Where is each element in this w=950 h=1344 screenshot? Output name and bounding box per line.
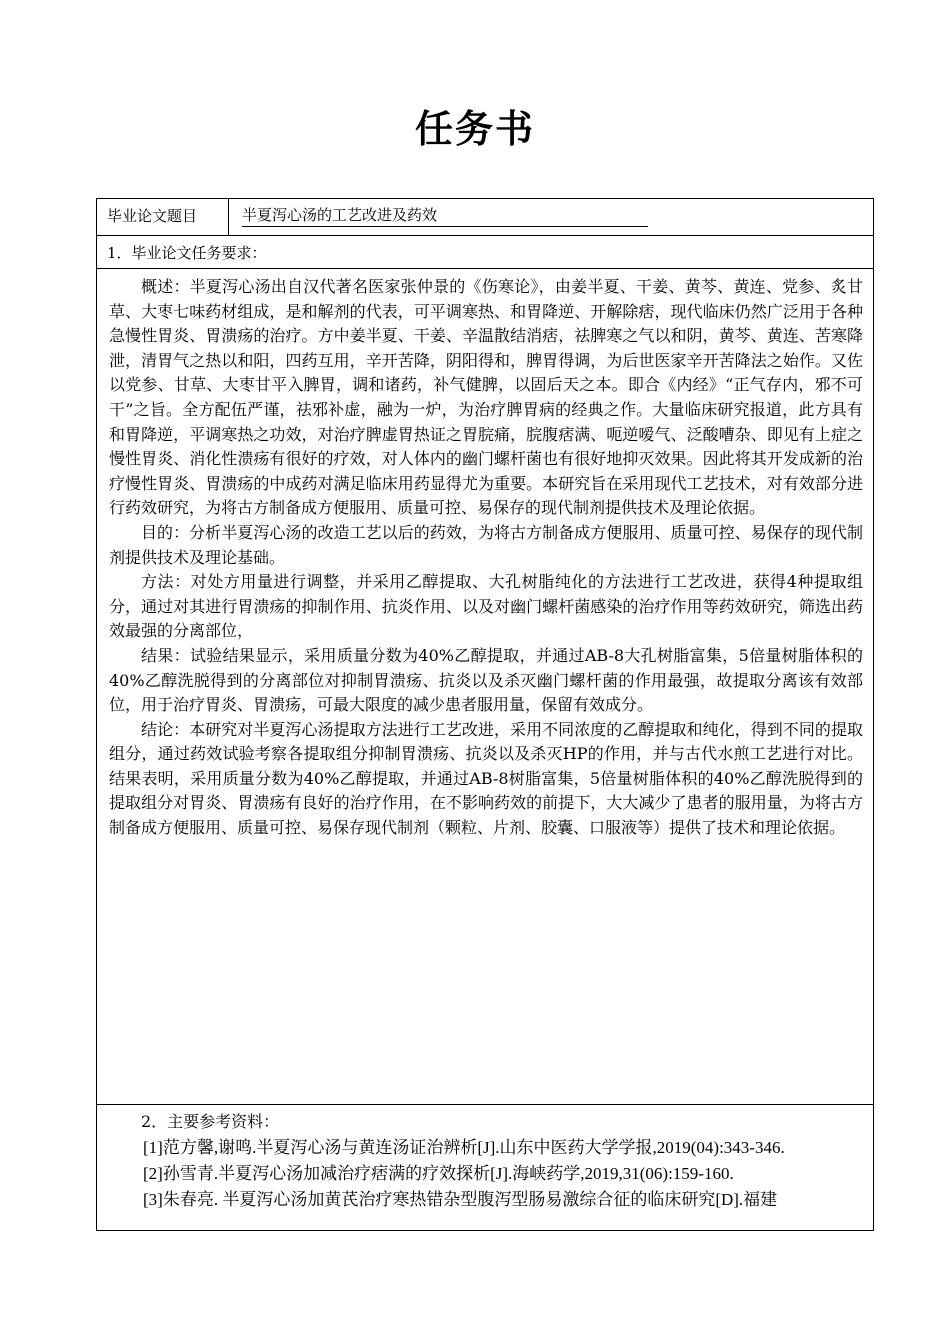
thesis-title-row [97,199,873,236]
task-requirements-content [97,268,873,1105]
overview-paragraph: 概述：半夏泻心汤出自汉代著名医家张仲景的《伤寒论》，由姜半夏、干姜、黄芩、黄连、党参、炙甘草、大枣七味药材组成，是和解剂的代表，可平调寒热、和胃降逆、开解除痞，现代临床仍然广泛用于各种急慢性胃炎、胃溃疡的治疗。方中姜半夏、干姜、辛温散结消痞，祛脾寒之气以和阴，黄芩、黄连、苦寒降泄，清胃气之热以和阳，四药互用，辛开苦降，阴阳得和，脾胃得调，为后世医家辛开苦降法之始作。又佐以党参、甘草、大枣甘平入脾胃，调和诸药，补气健脾，以固后天之本。即合《内经》“正气存内，邪不可干”之旨。全方配伍严谨，祛邪补虚，融为一炉，为治疗脾胃病的经典之作。大量临床研究报道，此方具有和胃降逆，平调寒热之功效，对治疗脾虚胃热证之胃脘痛，脘腹痞满、呃逆嗳气、泛酸嘈杂、即见有上症之慢性胃炎、消化性溃疡有很好的疗效，对人体内的幽门螺杆菌也有很好地抑灭效果。因此将其开发成新的治疗慢性胃炎、胃溃疡的中成药对满足临床用药显得尤为重要。本研究旨在采用现代工艺技术，对有效部分进行药效研究，为将古方制备成方便服用、质量可控、易保存的现代制剂提供技术及理论依据。 [109,277,863,518]
column-divider [228,199,229,235]
results-paragraph: 结果：试验结果显示，采用质量分数为40%乙醇提取，并通过AB-8大孔树脂富集，5倍量树脂体积的40%乙醇洗脱得到的分离部位对抑制胃溃疡、抗炎以及杀灭幽门螺杆菌的作用最强，故提取分离该有效部位，用于治疗胃炎、胃溃疡，可最大限度的减少患者服用量，保留有效成分。 [109,645,863,715]
task-requirements-header-row [97,235,873,269]
task-form-table [96,198,874,1231]
objective-paragraph: 目的：分析半夏泻心汤的改造工艺以后的药效，为将古方制备成方便服用、质量可控、易保存的现代制剂提供技术及理论基础。 [109,522,863,567]
task-requirements-heading: 1．毕业论文任务要求： [107,244,267,262]
references-heading: 2．主要参考资料： [141,1112,280,1131]
method-paragraph: 方法：对处方用量进行调整，并采用乙醇提取、大孔树脂纯化的方法进行工艺改进，获得4种提取组分，通过对其进行胃溃疡的抑制作用、抗炎作用、以及对幽门螺杆菌感染的治疗作用等药效研究，筛选出药效最强的分离部位， [109,572,863,641]
thesis-title-value: 半夏泻心汤的工艺改进及药效 [242,204,648,227]
page-title: 任务书 [414,106,535,151]
reference-item: [2]孙雪青.半夏泻心汤加减治疗痞满的疗效探析[J].海峡药学,2019,31(06):159-160. [143,1164,734,1183]
references-section [97,1105,873,1232]
thesis-title-label: 毕业论文题目 [107,207,198,225]
conclusion-paragraph: 结论：本研究对半夏泻心汤提取方法进行工艺改进，采用不同浓度的乙醇提取和纯化，得到不同的提取组分，通过药效试验考察各提取组分抑制胃溃疡、抗炎以及杀灭HP的作用，并与古代水煎工艺进行对比。结果表明，采用质量分数为40%乙醇提取，并通过AB-8树脂富集，5倍量树脂体积的40%乙醇洗脱得到的提取组分对胃炎、胃溃疡有良好的治疗作用，在不影响药效的前提下，大大减少了患者的服用量，为将古方制备成方便服用、质量可控、易保存现代制剂（颗粒、片剂、胶囊、口服液等）提供了技术和理论依据。 [109,719,863,838]
reference-item: [3]朱春亮. 半夏泻心汤加黄芪治疗寒热错杂型腹泻型肠易激综合征的临床研究[D].福建 [143,1190,778,1209]
reference-item: [1]范方馨,谢鸣.半夏泻心汤与黄连汤证治辨析[J].山东中医药大学学报,2019(04):343-346. [143,1138,785,1157]
